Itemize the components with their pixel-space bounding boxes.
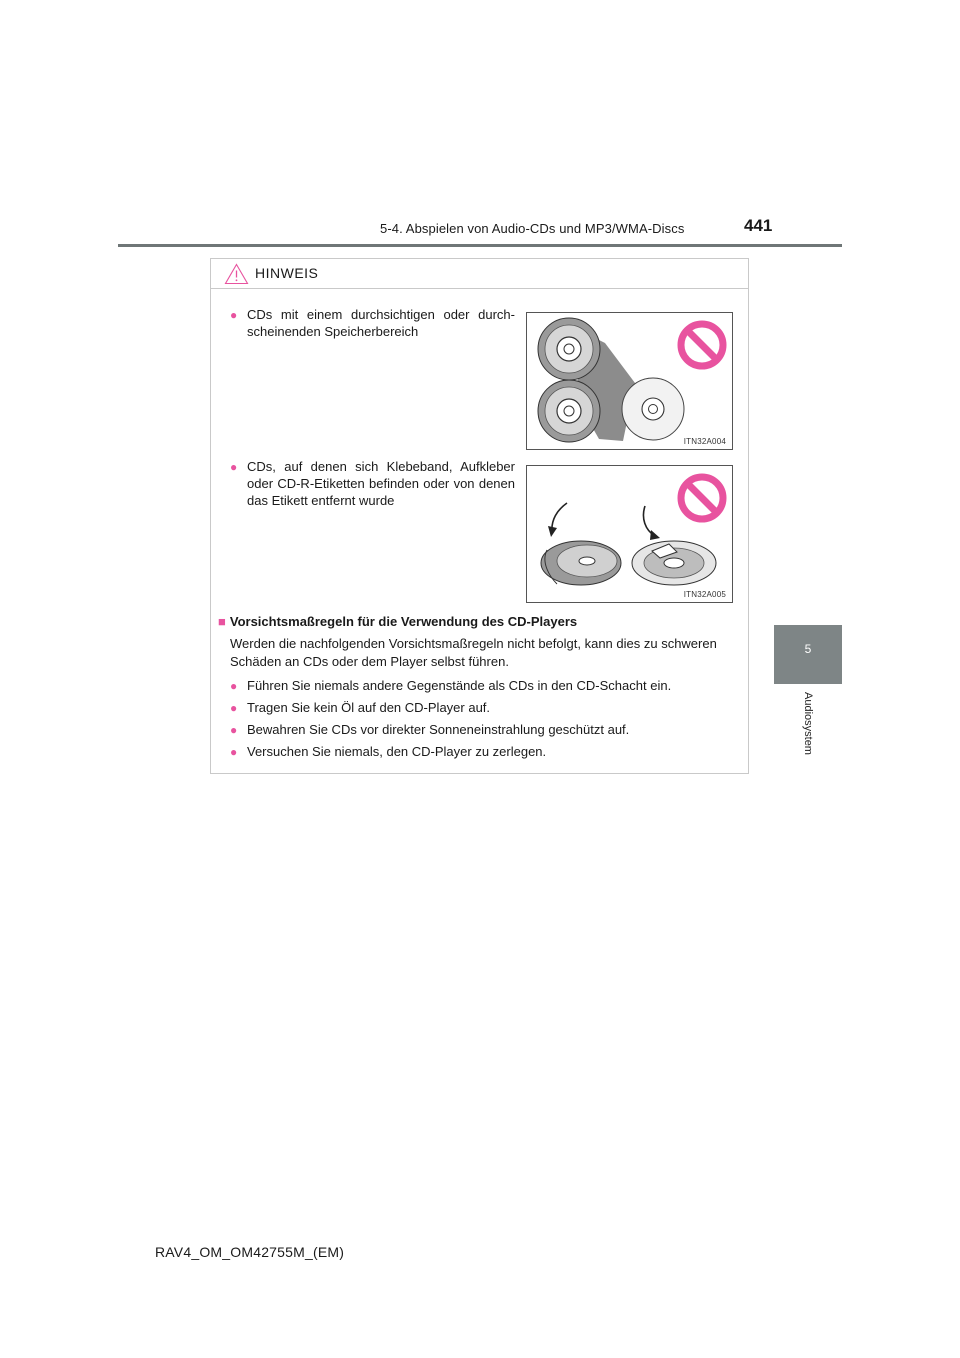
list-item-text: CDs mit einem durchsichtigen oder durch-scheinenden Speicherbereich xyxy=(247,307,515,339)
list-item-text: CDs, auf denen sich Klebeband, Aufkleber oder CD-R-Etiketten befinden oder von denen das Etikett entfernt wurde xyxy=(247,459,515,508)
list-item xyxy=(230,677,742,694)
bullet-icon: ● xyxy=(230,723,238,737)
disc-icon xyxy=(622,378,684,440)
list-item xyxy=(230,458,515,509)
prohibition-sign-icon xyxy=(681,324,723,366)
section-title: 5-4. Abspielen von Audio-CDs und MP3/WMA-Discs xyxy=(380,221,685,236)
document-code: RAV4_OM_OM42755M_(EM) xyxy=(155,1244,345,1260)
figure-label: ITN32A004 xyxy=(683,437,726,446)
notice-header xyxy=(211,259,748,289)
bullet-icon: ● xyxy=(230,679,238,693)
bullet-icon: ● xyxy=(230,308,238,322)
warning-triangle-icon xyxy=(224,263,249,285)
disc-icon xyxy=(632,541,716,585)
bullet-icon: ● xyxy=(230,745,238,759)
page-number: 441 xyxy=(744,216,773,235)
labeled-cd-illustration xyxy=(527,466,732,602)
section-paragraph: Werden die nachfolgenden Vorsichtsmaßregeln nicht befolgt, kann dies zu schweren Schäden an CDs oder dem Player selbst führen. xyxy=(230,636,717,669)
list-item xyxy=(230,699,742,716)
prohibition-sign-icon xyxy=(681,477,723,519)
square-bullet-icon: ■ xyxy=(218,614,226,629)
chapter-tab xyxy=(774,625,842,684)
list-item xyxy=(230,743,742,760)
list-item xyxy=(230,721,742,738)
list-item-text: Tragen Sie kein Öl auf den CD-Player auf. xyxy=(247,700,491,715)
transparent-cd-illustration xyxy=(527,313,732,449)
figure-transparent-cds xyxy=(526,312,733,450)
list-item-text: Führen Sie niemals andere Gegenstände als CDs in den CD-Schacht ein. xyxy=(247,678,672,693)
section-heading-text: Vorsichtsmaßregeln für die Verwendung des CD-Players xyxy=(229,614,578,629)
notice-title: HINWEIS xyxy=(255,265,319,281)
list-item-text: Versuchen Sie niemals, den CD-Player zu zerlegen. xyxy=(247,744,547,759)
bullet-icon: ● xyxy=(230,701,238,715)
chapter-side-label xyxy=(800,692,816,768)
figure-labeled-cds xyxy=(526,465,733,603)
list-item xyxy=(230,306,515,340)
notice-box xyxy=(210,258,749,774)
section-heading xyxy=(218,614,577,629)
bullet-icon: ● xyxy=(230,460,238,474)
disc-icon xyxy=(538,380,600,442)
disc-icon xyxy=(538,318,600,380)
list-item-text: Bewahren Sie CDs vor direkter Sonneneinstrahlung geschützt auf. xyxy=(247,722,630,737)
chapter-label-text: Audiosystem xyxy=(802,692,814,755)
figure-label: ITN32A005 xyxy=(683,590,726,599)
header-divider xyxy=(118,244,842,247)
section-body xyxy=(230,635,742,760)
chapter-number: 5 xyxy=(804,642,812,656)
disc-icon xyxy=(541,541,621,585)
